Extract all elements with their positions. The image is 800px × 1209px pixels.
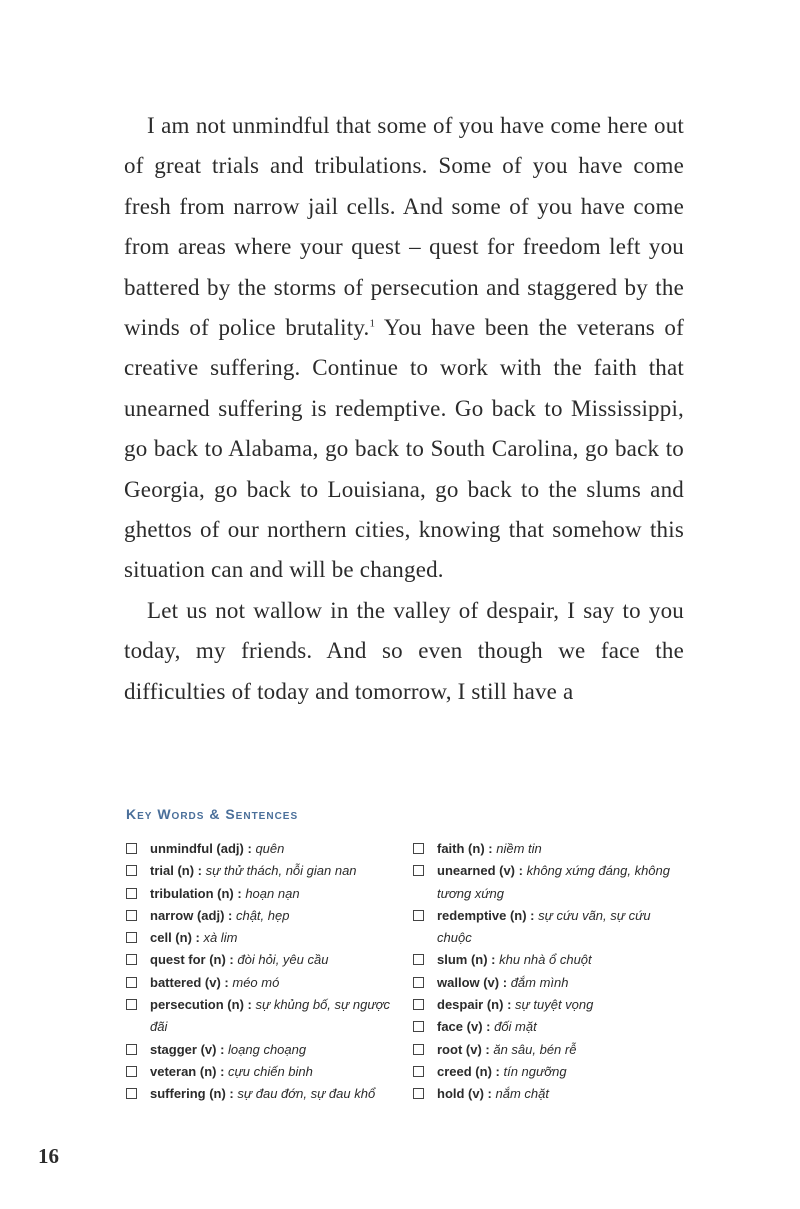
checkbox[interactable]	[126, 1044, 137, 1055]
keyword-meaning: chật, hẹp	[235, 907, 290, 923]
checkbox[interactable]	[126, 865, 137, 876]
checkbox[interactable]	[413, 999, 424, 1010]
main-text	[124, 106, 684, 712]
key-words-right-column	[413, 838, 683, 1106]
checkbox[interactable]	[126, 999, 137, 1010]
checkbox[interactable]	[126, 977, 137, 988]
keyword-term: narrow (adj) :	[150, 907, 233, 923]
keyword-meaning: sự cứu vãn, sự cứu chuộc	[437, 907, 651, 946]
keyword-term: slum (n) :	[437, 952, 496, 968]
checkbox[interactable]	[126, 954, 137, 965]
checkbox[interactable]	[126, 1088, 137, 1099]
key-words-left-column	[126, 838, 406, 1106]
key-words-heading: Key Words & Sentences	[126, 806, 299, 822]
keyword-term: root (v) :	[437, 1041, 490, 1057]
page-number: 16	[38, 1144, 59, 1168]
checkbox[interactable]	[126, 888, 137, 899]
checkbox[interactable]	[413, 1021, 424, 1032]
keyword-item	[126, 949, 406, 971]
keyword-term: face (v) :	[437, 1019, 491, 1035]
keyword-meaning: khu nhà ổ chuột	[499, 952, 592, 968]
keyword-term: unmindful (adj) :	[150, 841, 252, 856]
keyword-item	[126, 860, 406, 882]
keyword-item	[413, 1083, 683, 1105]
checkbox[interactable]	[126, 932, 137, 943]
keyword-meaning: tín ngưỡng	[503, 1063, 567, 1079]
keyword-meaning: sự tuyệt vọng	[515, 997, 594, 1013]
checkbox[interactable]	[126, 910, 137, 921]
keyword-meaning: không xứng đáng, không tương xứng	[437, 863, 670, 901]
keyword-term: stagger (v) :	[150, 1041, 225, 1057]
keyword-item	[126, 905, 406, 927]
checkbox[interactable]	[413, 843, 424, 854]
keyword-term: wallow (v) :	[437, 974, 508, 990]
keyword-meaning: loạng choạng	[228, 1041, 307, 1057]
checkbox[interactable]	[413, 1066, 424, 1077]
keyword-meaning: ăn sâu, bén rễ	[493, 1041, 577, 1057]
keyword-item	[126, 838, 406, 860]
keyword-meaning: niềm tin	[496, 841, 542, 856]
footnote-marker[interactable]: 1	[369, 317, 376, 330]
keyword-meaning: đắm mình	[510, 974, 569, 990]
keyword-item	[413, 972, 683, 994]
keyword-term: tribulation (n) :	[150, 885, 242, 901]
keyword-term: cell (n) :	[150, 930, 200, 946]
keyword-item	[126, 1083, 406, 1105]
keyword-term: redemptive (n) :	[437, 907, 535, 923]
keyword-item	[413, 1039, 683, 1061]
checkbox[interactable]	[413, 865, 424, 876]
keyword-item	[413, 860, 683, 905]
keyword-term: suffering (n) :	[150, 1086, 234, 1102]
checkbox[interactable]	[413, 1088, 424, 1099]
paragraph-2: Let us not wallow in the valley of despair, I say to you today, my friends. And so even though we face the difficulties of today and tomorrow, I still have a	[124, 597, 684, 704]
keyword-term: quest for (n) :	[150, 952, 234, 968]
keyword-term: creed (n) :	[437, 1063, 500, 1079]
keyword-meaning: cựu chiến binh	[228, 1063, 313, 1079]
checkbox[interactable]	[126, 1066, 137, 1077]
keyword-item	[413, 994, 683, 1016]
paragraph-1-text-continued: You have been the veterans of creative suffering. Continue to work with the faith that unearned suffering is redemptive. Go back to Mississippi, go back to Alabama, go back to South Carolina, go back to Georgia, go back to Louisiana, go back to the slums and ghettos of our northern cities, knowing that somehow this situation can and will be changed.	[124, 315, 684, 583]
keyword-item	[126, 1061, 406, 1083]
keyword-term: trial (n) :	[150, 863, 202, 879]
keyword-meaning: hoạn nạn	[245, 885, 300, 901]
keyword-meaning: sự đau đớn, sự đau khổ	[237, 1086, 376, 1102]
checkbox[interactable]	[413, 977, 424, 988]
keyword-item	[413, 949, 683, 971]
keyword-meaning: xà lim	[203, 930, 238, 946]
keyword-item	[126, 1039, 406, 1061]
checkbox[interactable]	[126, 843, 137, 854]
keyword-item	[126, 927, 406, 949]
keyword-item	[413, 1016, 683, 1038]
keyword-meaning: quên	[255, 841, 285, 856]
checkbox[interactable]	[413, 910, 424, 921]
keyword-term: unearned (v) :	[437, 863, 523, 879]
checkbox[interactable]	[413, 1044, 424, 1055]
keyword-term: hold (v) :	[437, 1086, 492, 1102]
keyword-item	[126, 883, 406, 905]
keyword-item	[413, 1061, 683, 1083]
keyword-term: faith (n) :	[437, 841, 493, 856]
keyword-item	[126, 972, 406, 994]
keyword-meaning: đòi hỏi, yêu cầu	[237, 952, 329, 968]
keyword-term: persecution (n) :	[150, 997, 252, 1013]
paragraph-1	[124, 106, 684, 591]
checkbox[interactable]	[413, 954, 424, 965]
keyword-item	[413, 838, 683, 860]
keyword-term: despair (n) :	[437, 997, 512, 1013]
paragraph-1-text: I am not unmindful that some of you have come here out of great trials and tribulations. Some of you have come fresh from narrow jail cells. And some of you have come from areas where your quest – quest for freedom left you battered by the storms of persecution and staggered by the winds of police brutality.	[124, 113, 684, 341]
keyword-meaning: sự khủng bố, sự ngược đãi	[150, 997, 390, 1035]
keyword-meaning: sự thử thách, nỗi gian nan	[205, 863, 357, 879]
keyword-term: veteran (n) :	[150, 1063, 225, 1079]
keyword-item	[126, 994, 406, 1039]
keyword-term: battered (v) :	[150, 974, 229, 990]
keyword-meaning: nắm chặt	[495, 1086, 549, 1102]
keyword-meaning: đối mặt	[494, 1019, 537, 1035]
keyword-item	[413, 905, 683, 950]
keyword-meaning: méo mó	[232, 974, 280, 990]
